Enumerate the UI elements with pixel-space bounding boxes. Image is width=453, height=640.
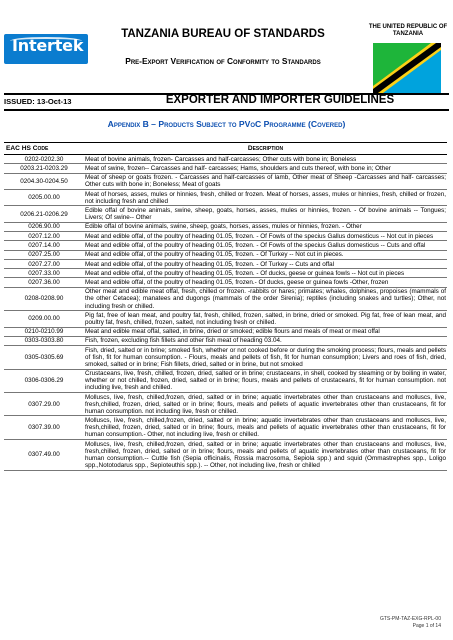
logo-text: Intertek [12, 36, 84, 55]
page-number: Page 1 of 14 [412, 623, 441, 629]
description-cell: Meat and edible offal, of the poultry of heading 01.05, frozen. - Of Fowls of the specius Gallus domesticus -- Not cut in pieces [84, 231, 447, 240]
hs-code-cell: 0306-0306.29 [4, 369, 84, 392]
description-cell: Molluscs, live, fresh, chilled,frozen, dried, salted or in brine; aquatic invertebrates other than crustaceans and molluscs, live, fresh,chilled, frozen, dried, salted or in brine; flours, meals and pellets of aquatic invertebrates other than crustaceans, fit for human consumption. not including live, fresh or chilled. [85, 393, 446, 415]
table-row [4, 346, 447, 369]
table-row [4, 327, 447, 336]
table-body [4, 155, 447, 471]
hs-code-cell: 0207.33.00 [4, 269, 84, 278]
hs-code-cell: 0210-0210.99 [4, 327, 84, 336]
hs-code-cell: 0305-0305.69 [4, 346, 84, 369]
hs-code-cell: 0206.90.00 [4, 222, 84, 231]
hs-code-cell: 0207.12.00 [4, 231, 84, 240]
description-cell: Fish, dried, salted or in brine; smoked fish, whether or not cooked before or during the smoking process; flours, meals and pellets of fish, fit for human consumption. - Flours, meals and pellets of fish, fit for human consumption; Livers and roes of fish, dried, smoked, salted or in brine; Fish fillets, dried, salted or in brine, but not smoked [85, 346, 446, 368]
description-cell: Meat of swine, frozen-- Carcasses and half- carcasses; Hams, shoulders and cuts thereof, with bone in; Other [84, 164, 447, 173]
description-cell: Other meat and edible meat offal, fresh, chilled or frozen. -rabbits or hares; primates; whales, dolphines, propoises (mammals of the other Cetacea); manatees and dugongs (mammals of the order Sirenia); reptiles (including snakes and turtles); Other, not including fresh or chilled. [85, 288, 446, 310]
appendix-title: Appendix B – Products Subject to PVoC Programme (Covered) [107, 119, 346, 129]
description-cell: Pig fat, free of lean meat, and poultry fat, fresh, chilled, frozen, salted, in brine, dried or smoked. Pig fat, free of lean meat, and poultry fat, fresh, chilled, frozen, salted, not including fresh or chilled. [85, 311, 446, 326]
hs-code-cell: 0303-0303.80 [4, 336, 84, 345]
table-row [4, 287, 447, 310]
intertek-logo [4, 34, 88, 64]
table-row [4, 206, 447, 222]
hs-code-cell: 0207.36.00 [4, 278, 84, 287]
column-header-code: EAC HS Code [4, 143, 84, 155]
description-cell: Meat and edible offal, of the poultry of heading 01.05, frozen. - Of Turkey -- Not cut in pieces. [84, 250, 447, 259]
description-cell: Meat and edible meat offal, salted, in brine, dried or smoked; edible flours and meals of meat or meat offal [84, 327, 447, 336]
column-header-description: Description [84, 143, 447, 155]
header-rule-bottom [4, 109, 449, 111]
table-header-row [4, 143, 447, 155]
hs-code-cell: 0307.29.00 [4, 393, 84, 416]
description-cell: Meat of sheep or goats frozen. - Carcasses and half-carcasses of lamb, Other meat of Sheep -Carcasses and half- carcasses; Other cuts with bone in; Boneless; Meat of goats [85, 174, 446, 189]
table-row [4, 259, 447, 268]
description-cell: Crustaceans, live, fresh, chilled, frozen, dried, salted or in brine; crustaceans, in shell, cooked by steaming or by boiling in water, whether or not chilled, frozen, dried, salted or in brine; flours, meals and pellets of crustaceans, fit for human consumption. not including live, fresh and chilled. [85, 370, 446, 392]
document-id: GTS-PM-TAZ-EXG-RPL-00 [379, 616, 441, 622]
hs-code-cell: 0207.27.00 [4, 259, 84, 268]
hs-code-cell: 0208-0208.90 [4, 287, 84, 310]
table-row [4, 250, 447, 259]
description-cell: Fish, frozen, excluding fish fillets and other fish meat of heading 03.04. [84, 336, 447, 345]
table-row [4, 241, 447, 250]
hs-code-cell: 0307.49.00 [4, 439, 84, 470]
table-row [4, 311, 447, 327]
products-table [4, 142, 447, 471]
hs-code-cell: 0307.39.00 [4, 416, 84, 439]
table-row [4, 173, 447, 189]
hs-code-cell: 0207.14.00 [4, 241, 84, 250]
issued-date: ISSUED: 13-Oct-13 [4, 97, 72, 106]
description-cell: Molluscs, live, fresh, chilled,frozen, dried, salted or in brine; aquatic invertebrates other than crustaceans and molluscs, live, fresh,chilled, frozen, dried, salted or in brine; flours, meals and pellets of aquatic invertebrates other than crustaceans, fit for human consumption.-- Cuttle fish (Sepia officinalis, Rossia macrosoma, Sepiola spp.) and squid (Ommastrephes spp., Loligo spp.,Nototodarus spp., Sepioteuthis spp.). -- Other, not including live, fresh or chilled [85, 440, 446, 469]
country-name: THE UNITED REPUBLIC OF TANZANIA [368, 24, 448, 37]
description-cell: Molluscs, live, fresh, chilled,frozen, dried, salted or in brine; aquatic invertebrates other than crustaceans and molluscs, live, fresh,chilled, frozen, dried, salted or in brine; flours, meals and pellets of aquatic invertebrates other than crustaceans, fit for human consumption.- Other, not including live, fresh or chilled. [85, 417, 446, 439]
table-row [4, 393, 447, 416]
guidelines-title: EXPORTER AND IMPORTER GUIDELINES [165, 94, 395, 106]
table-row [4, 269, 447, 278]
table-row [4, 416, 447, 439]
description-cell: Meat and edible offal, of the poultry of heading 01.05, frozen. - Of ducks, geese or guinea fowls -- Not cut in pieces [84, 269, 447, 278]
tanzania-flag-icon [373, 43, 441, 93]
table-row [4, 222, 447, 231]
description-cell: Meat of horses, asses, mules or hinnies, fresh, chilled or frozen. Meat of horses, asses, mules or hinnies, fresh, chilled or frozen, not including fresh and chilled [85, 190, 446, 205]
hs-code-cell: 0209.00.00 [4, 311, 84, 327]
document-subtitle: Pre-Export Verification of Conformity to Standards [125, 56, 321, 66]
hs-code-cell: 0204.30-0204.50 [4, 173, 84, 189]
table-row [4, 278, 447, 287]
page-footer [380, 616, 441, 630]
description-cell: Meat and edible offal, of the poultry of heading 01.05, frozen. - Of Fowls of the specius Gallus domesticus -- Cuts and offal [84, 241, 447, 250]
table-row [4, 189, 447, 205]
description-cell: Meat of bovine animals, frozen- Carcasses and half-carcasses; Other cuts with bone in; Boneless [84, 155, 447, 164]
page-header [0, 0, 453, 112]
table-row [4, 155, 447, 164]
hs-code-cell: 0203.21-0203.29 [4, 164, 84, 173]
table-row [4, 164, 447, 173]
description-cell: Edible offal of bovine animals, swine, sheep, goats, horses, asses, mules or hinnies, frozen. - Other [84, 222, 447, 231]
hs-code-cell: 0207.25.00 [4, 250, 84, 259]
description-cell: Meat and edible offal, of the poultry of heading 01.05, frozen. - Of Turkey -- Cuts and offal [84, 259, 447, 268]
description-cell: Meat and edible offal, of the poultry of heading 01.05, frozen.- Of ducks, geese or guinea fowls -Other, frozen [84, 278, 447, 287]
description-cell: Edible offal of bovine animals, swine, sheep, goats, horses, asses, mules or hinnies, frozen. - Of bovine animals -- Tongues; Livers; Of swine-- Other [85, 207, 446, 222]
table-row [4, 439, 447, 470]
table-row [4, 336, 447, 345]
hs-code-cell: 0205.00.00 [4, 189, 84, 205]
hs-code-cell: 0206.21-0206.29 [4, 206, 84, 222]
table-row [4, 231, 447, 240]
document-title: TANZANIA BUREAU OF STANDARDS [121, 28, 325, 40]
hs-code-cell: 0202-0202.30 [4, 155, 84, 164]
table-row [4, 369, 447, 392]
